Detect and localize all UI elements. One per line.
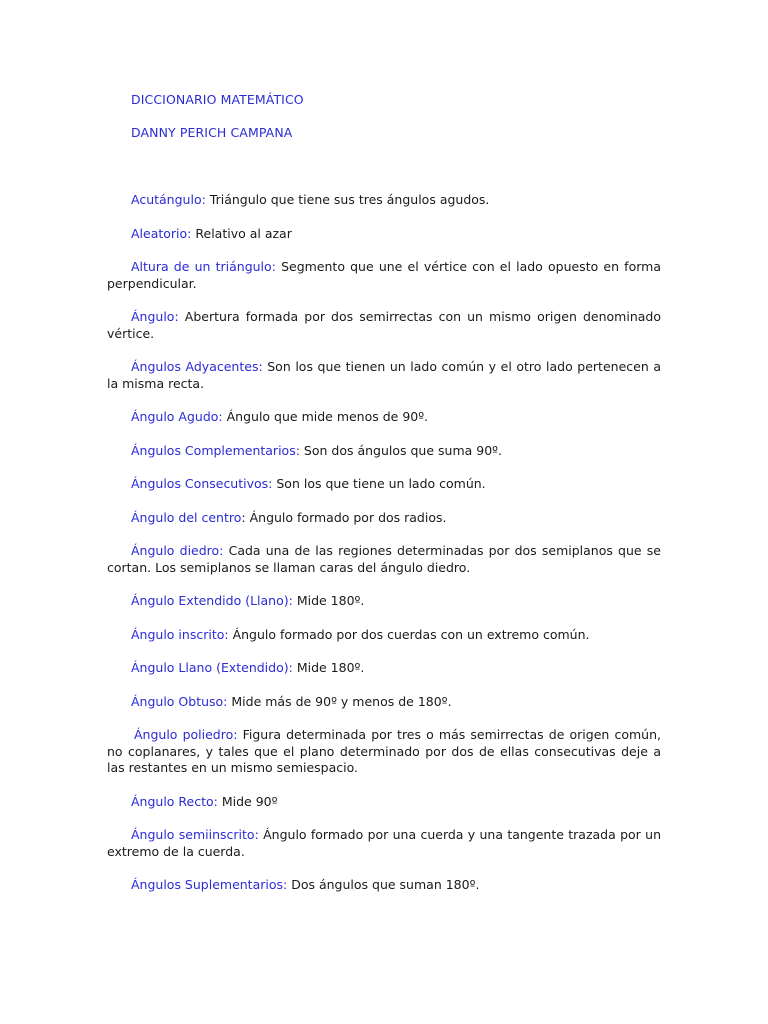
glossary-entry xyxy=(107,226,661,243)
entry-term: Ángulo semiinscrito: xyxy=(131,827,259,842)
entry-term: Ángulo Obtuso: xyxy=(131,693,228,709)
entry-term: Ángulo del centro xyxy=(131,509,242,525)
glossary-entry xyxy=(107,476,661,493)
document-title: DICCIONARIO MATEMÁTICO xyxy=(131,92,304,107)
glossary-entries xyxy=(107,192,661,911)
entry-definition: : Ángulo formado por dos radios. xyxy=(241,509,447,525)
glossary-entry xyxy=(107,694,661,711)
entry-definition: Ángulo formado por una cuerda y una tangente trazada por un extremo de la cuerda. xyxy=(107,827,661,859)
entry-term: Ángulos Complementarios: xyxy=(131,442,300,458)
entry-definition: Figura determinada por tres o más semirrectas de origen común, no coplanares, y tales que el plano determinado por dos de ellas consecutivas deje a las restantes en un mismo semiespacio. xyxy=(107,727,661,775)
entry-term: Ángulo Llano (Extendido): xyxy=(131,660,293,675)
glossary-entry xyxy=(107,510,661,527)
entry-term: Ángulos Consecutivos: xyxy=(131,476,273,491)
glossary-entry xyxy=(107,660,661,677)
glossary-entry xyxy=(107,192,661,209)
entry-definition: Son los que tiene un lado común. xyxy=(276,476,486,491)
glossary-entry xyxy=(107,827,661,860)
entry-definition: Abertura formada por dos semirrectas con un mismo origen denominado vértice. xyxy=(107,309,661,341)
entry-term: Ángulo Extendido (Llano): xyxy=(131,593,293,608)
entry-term: Ángulo poliedro: xyxy=(134,727,238,742)
entry-definition: Ángulo que mide menos de 90º. xyxy=(226,409,429,424)
entry-term: Ángulos Adyacentes: xyxy=(131,359,263,374)
entry-term: Ángulos Suplementarios: xyxy=(131,877,288,892)
entry-term: Ángulo inscrito: xyxy=(131,626,229,642)
entry-term: Ángulo diedro: xyxy=(131,543,224,558)
entry-definition: Mide 180º. xyxy=(296,660,365,675)
entry-definition: Segmento que une el vértice con el lado opuesto en forma perpendicular. xyxy=(107,259,661,291)
entry-term: Ángulo: xyxy=(131,309,179,324)
document-author: DANNY PERICH CAMPANA xyxy=(131,125,293,140)
glossary-entry xyxy=(107,259,661,292)
entry-term: Aleatorio: xyxy=(131,225,192,241)
entry-definition: Relativo al azar xyxy=(195,225,292,241)
glossary-entry xyxy=(107,359,661,392)
glossary-entry xyxy=(107,627,661,644)
glossary-entry xyxy=(107,409,661,426)
entry-term: Ángulo Agudo: xyxy=(131,409,223,424)
glossary-entry xyxy=(107,543,661,576)
entry-term: Altura de un triángulo: xyxy=(131,259,276,274)
entry-definition: Dos ángulos que suman 180º. xyxy=(291,877,480,892)
glossary-entry xyxy=(107,877,661,894)
glossary-entry xyxy=(107,443,661,460)
glossary-entry xyxy=(107,593,661,610)
glossary-entry xyxy=(107,727,661,777)
glossary-entry xyxy=(107,309,661,342)
entry-definition: Son dos ángulos que suma 90º. xyxy=(303,442,503,458)
entry-definition: Mide 90º xyxy=(221,793,278,809)
glossary-entry xyxy=(107,794,661,811)
entry-term: Ángulo Recto: xyxy=(131,793,218,809)
entry-term: Acutángulo: xyxy=(131,192,206,207)
entry-definition: Cada una de las regiones determinadas por dos semiplanos que se cortan. Los semiplanos se llaman caras del ángulo diedro. xyxy=(107,543,661,575)
entry-definition: Triángulo que tiene sus tres ángulos agudos. xyxy=(209,192,490,207)
entry-definition: Ángulo formado por dos cuerdas con un extremo común. xyxy=(232,626,590,642)
entry-definition: Son los que tienen un lado común y el otro lado pertenecen a la misma recta. xyxy=(107,359,661,391)
entry-definition: Mide más de 90º y menos de 180º. xyxy=(231,693,452,709)
entry-definition: Mide 180º. xyxy=(296,593,365,608)
